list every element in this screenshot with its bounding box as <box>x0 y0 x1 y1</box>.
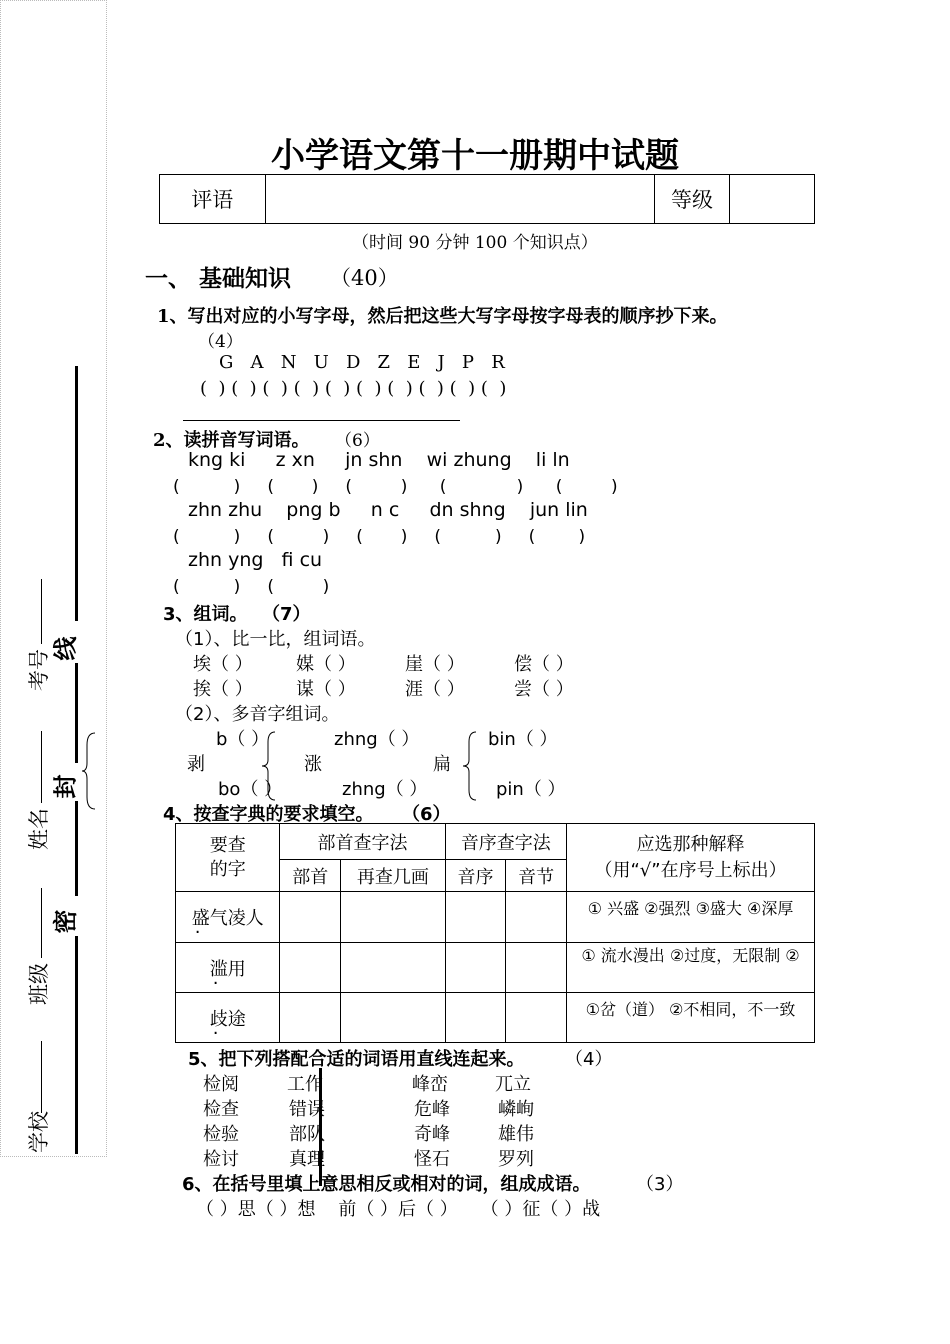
match-item[interactable]: 奇峰 <box>414 1124 450 1145</box>
match-item[interactable]: 工作 <box>287 1074 323 1095</box>
q3-row2-item[interactable]: 挨（ ） <box>193 679 253 700</box>
match-item[interactable]: 兀立 <box>495 1074 531 1095</box>
school-label: 学校 <box>27 1111 51 1153</box>
q2-blank-row3[interactable]: ( ) ( ) <box>173 577 330 597</box>
meaning-options[interactable]: ① 兴盛 ②强烈 ③盛大 ④深厚 <box>567 892 815 943</box>
table-row-word: 滥用 <box>176 943 280 993</box>
q6-idiom-blanks[interactable]: （ ）思（ ）想 前（ ）后（ ） （ ）征（ ）战 <box>196 1199 601 1220</box>
sub-order: 音序 <box>445 860 506 892</box>
number-blank[interactable] <box>41 579 42 644</box>
polyphone-zhang1[interactable]: zhng（ ） <box>334 729 420 750</box>
exam-subtitle: （时间 90 分钟 100 个知识点） <box>352 233 598 253</box>
q3-row2-item[interactable]: 涯（ ） <box>405 679 465 700</box>
answer-cell[interactable] <box>506 943 567 993</box>
match-item[interactable]: 嶙峋 <box>498 1099 534 1120</box>
match-item[interactable]: 部队 <box>289 1124 325 1145</box>
q6-score: （3） <box>636 1174 684 1195</box>
grade-field[interactable] <box>730 175 815 224</box>
q1-blanks[interactable]: ( ) ( ) ( ) ( ) ( ) ( ) ( ) ( ) ( ) ( ) <box>200 378 507 399</box>
q2-text: 2、读拼音写词语。 <box>153 430 310 451</box>
answer-cell[interactable] <box>445 993 506 1043</box>
col-radical-header: 部首查字法 <box>280 824 445 860</box>
sub-syllable: 音节 <box>506 860 567 892</box>
match-item[interactable]: 罗列 <box>498 1149 534 1170</box>
page-title: 小学语文第十一册期中试题 <box>271 136 679 176</box>
q1-score: （4） <box>198 332 243 352</box>
q2-pinyin-row1: kng ki z xn jn shn wi zhung li ln <box>188 449 570 471</box>
col-phonetic-header: 音序查字法 <box>445 824 566 860</box>
q5-text: 5、把下列搭配合适的词语用直线连起来。 <box>188 1049 525 1070</box>
answer-cell[interactable] <box>445 892 506 943</box>
q3-row1-item[interactable]: 媒（ ） <box>296 654 356 675</box>
q6-text: 6、在括号里填上意思相反或相对的词，组成成语。 <box>182 1174 591 1195</box>
answer-cell[interactable] <box>280 943 341 993</box>
dictionary-table <box>175 823 815 1043</box>
answer-cell[interactable] <box>506 892 567 943</box>
number-label: 考号 <box>27 649 51 691</box>
school-blank[interactable] <box>41 1041 42 1113</box>
answer-cell[interactable] <box>341 892 445 943</box>
meaning-options[interactable]: ①岔（道） ②不相同，不一致 <box>567 993 815 1043</box>
polyphone-zhang2[interactable]: zhng（ ） <box>342 779 428 800</box>
match-item[interactable]: 真理 <box>289 1149 325 1170</box>
q3-score: （7） <box>262 604 311 625</box>
comment-field[interactable] <box>265 175 654 224</box>
brace-icon <box>261 730 277 802</box>
section-heading: 一、 基础知识 <box>145 266 292 292</box>
comment-label: 评语 <box>160 175 266 224</box>
q3-row1-item[interactable]: 偿（ ） <box>514 654 574 675</box>
polyphone-bo2[interactable]: bo（ ） <box>218 779 283 800</box>
q2-pinyin-row2: zhn zhu png b n c dn shng jun lin <box>188 499 588 521</box>
score-header-table <box>159 174 815 224</box>
sub-strokes: 再查几画 <box>341 860 445 892</box>
answer-cell[interactable] <box>341 993 445 1043</box>
polyphone-bian2[interactable]: pin（ ） <box>496 779 566 800</box>
answer-cell[interactable] <box>341 943 445 993</box>
q4-text: 4、按查字典的要求填空。 <box>163 804 374 825</box>
polyphone-bian-char: 扁 <box>433 754 451 775</box>
polyphone-bo1[interactable]: b（ ） <box>216 729 270 750</box>
seal-xian: 线 <box>51 636 80 661</box>
q4-score: （6） <box>402 804 451 825</box>
q2-score: （6） <box>335 431 380 451</box>
q1-answer-line[interactable] <box>183 420 460 421</box>
q3-part2: （2）、多音字组词。 <box>175 704 340 725</box>
meaning-options[interactable]: ① 流水漫出 ②过度，无限制 ② <box>567 943 815 993</box>
match-item[interactable]: 危峰 <box>414 1099 450 1120</box>
seal-feng: 封 <box>51 774 80 799</box>
answer-cell[interactable] <box>280 993 341 1043</box>
polyphone-bian1[interactable]: bin（ ） <box>488 729 558 750</box>
seal-mi: 密 <box>51 909 80 934</box>
q3-row1-item[interactable]: 埃（ ） <box>193 654 253 675</box>
answer-cell[interactable] <box>280 892 341 943</box>
q1-text: 1、写出对应的小写字母，然后把这些大写字母按字母表的顺序抄下来。 <box>157 306 728 327</box>
q2-blank-row2[interactable]: ( ) ( ) ( ) ( ) ( ) <box>173 527 586 547</box>
seal-line-segment <box>75 366 78 621</box>
class-blank[interactable] <box>41 888 42 958</box>
match-item[interactable]: 检阅 <box>203 1074 239 1095</box>
name-blank[interactable] <box>41 731 42 803</box>
match-item[interactable]: 检查 <box>203 1099 239 1120</box>
q3-text: 3、组词。 <box>163 604 248 625</box>
col-meaning-header: 应选那种解释 （用“√”在序号上标出） <box>567 824 815 892</box>
match-item[interactable]: 雄伟 <box>498 1124 534 1145</box>
match-item[interactable]: 峰峦 <box>412 1074 448 1095</box>
section-score: （40） <box>330 266 399 290</box>
q5-score: （4） <box>565 1049 613 1070</box>
match-item[interactable]: 错误 <box>289 1099 325 1120</box>
answer-cell[interactable] <box>506 993 567 1043</box>
q3-part1: （1）、比一比，组词语。 <box>175 629 376 650</box>
q2-blank-row1[interactable]: ( ) ( ) ( ) ( ) ( ) <box>173 477 618 497</box>
q1-letters: G A N U D Z E J P R <box>219 352 505 373</box>
grade-label: 等级 <box>654 175 730 224</box>
seal-line-segment <box>75 663 78 763</box>
table-row-word: 盛气凌人 <box>176 892 280 943</box>
class-label: 班级 <box>27 963 51 1005</box>
q3-row1-item[interactable]: 崖（ ） <box>405 654 465 675</box>
match-item[interactable]: 检讨 <box>203 1149 239 1170</box>
q3-row2-item[interactable]: 尝（ ） <box>514 679 574 700</box>
sub-radical: 部首 <box>280 860 341 892</box>
polyphone-zhang-char: 涨 <box>304 754 322 775</box>
col-char-header: 要查 的字 <box>176 824 280 892</box>
q2-pinyin-row3: zhn yng fi cu <box>188 549 323 571</box>
match-item[interactable]: 检验 <box>203 1124 239 1145</box>
name-label: 姓名 <box>27 808 51 850</box>
divider-line <box>319 1068 322 1186</box>
brace-icon <box>81 731 97 811</box>
brace-icon <box>462 730 478 802</box>
table-row-word: 歧途 <box>176 993 280 1043</box>
polyphone-bo-char: 剥 <box>187 754 205 775</box>
answer-cell[interactable] <box>445 943 506 993</box>
match-item[interactable]: 怪石 <box>414 1149 450 1170</box>
q3-row2-item[interactable]: 谋（ ） <box>296 679 356 700</box>
seal-line-segment <box>75 936 78 1154</box>
seal-line-segment <box>75 801 78 896</box>
